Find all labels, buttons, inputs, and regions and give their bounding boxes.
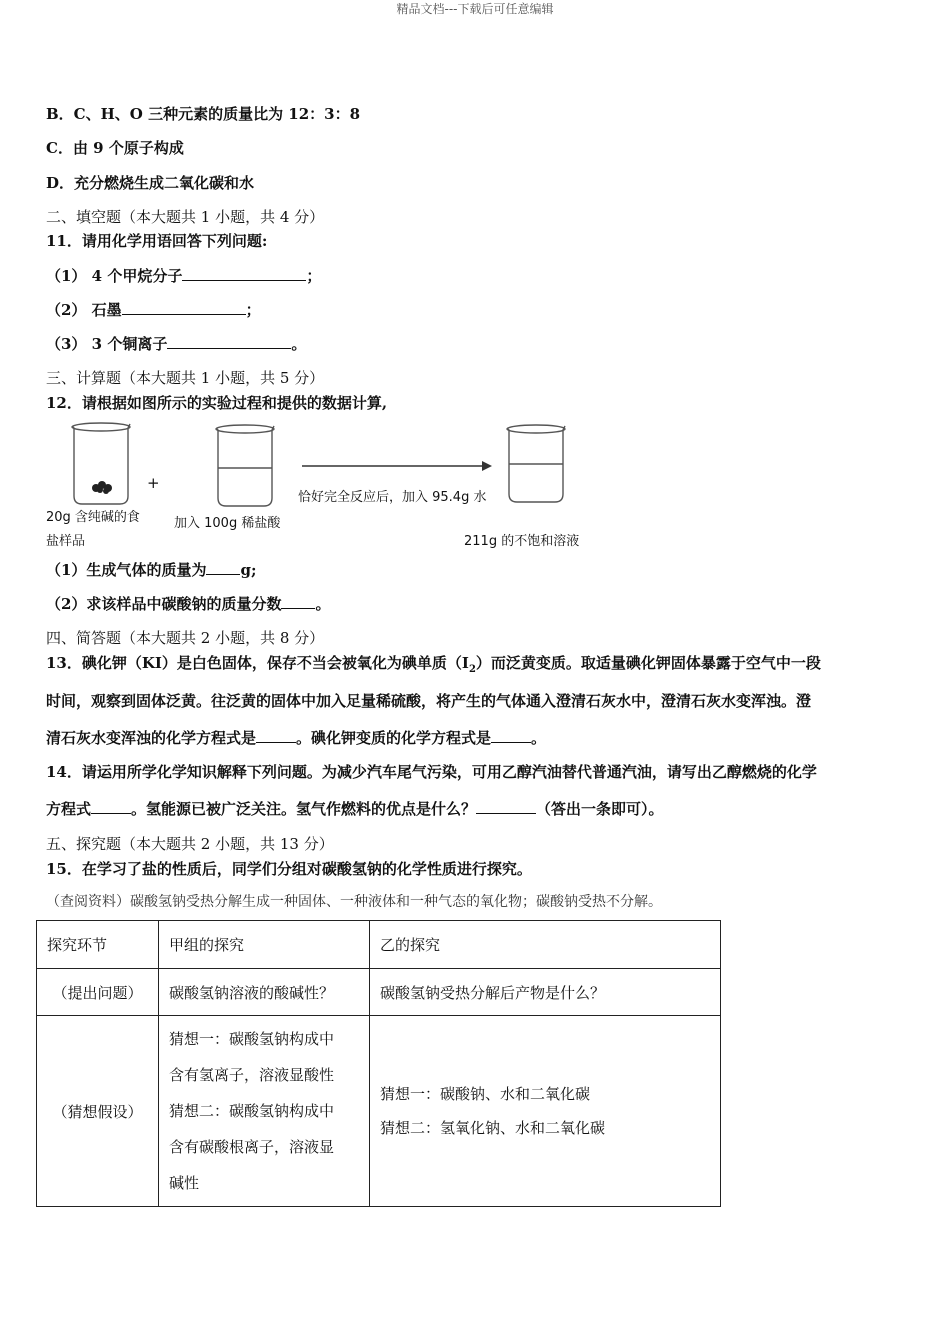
q11-part-2-text: （2） 石墨 xyxy=(46,301,122,319)
sample-solid-icon xyxy=(92,481,112,494)
question-12: 12．请根据如图所示的实验过程和提供的数据计算, xyxy=(46,394,388,412)
hypothesis-line: 碱性 xyxy=(169,1174,200,1192)
q11-part-3-end: 。 xyxy=(291,335,307,353)
question-13-line-3 xyxy=(46,727,546,748)
table-cell xyxy=(370,1016,721,1207)
section-2-title: 二、填空题（本大题共 1 小题，共 4 分） xyxy=(46,208,325,226)
answer-blank[interactable] xyxy=(281,594,315,609)
hypothesis-line: 猜想一：碳酸氢钠构成中 xyxy=(169,1030,335,1048)
table-header-cell: 乙的探究 xyxy=(370,921,721,969)
q14-line-2-b: 。氢能源已被广泛关注。氢气作燃料的优点是什么？ xyxy=(131,800,477,818)
answer-blank[interactable] xyxy=(182,266,306,281)
q13-line-3-a: 清石灰水变浑浊的化学方程式是 xyxy=(46,729,257,747)
section-3-title: 三、计算题（本大题共 1 小题，共 5 分） xyxy=(46,369,325,387)
answer-blank[interactable] xyxy=(476,799,536,814)
q14-line-2-a: 方程式 xyxy=(46,800,92,818)
table-row xyxy=(37,1016,721,1207)
q11-part-1-end: ； xyxy=(306,267,322,285)
table-header-cell: 探究环节 xyxy=(37,921,159,969)
q11-part-1-text: （1） 4 个甲烷分子 xyxy=(46,267,183,285)
option-c: C．由 9 个原子构成 xyxy=(46,139,184,157)
inquiry-table xyxy=(36,920,721,1207)
answer-blank[interactable] xyxy=(167,334,291,349)
q12-part-2 xyxy=(46,593,330,614)
q13-line-3-b: 。碘化钾变质的化学方程式是 xyxy=(296,729,492,747)
section-5-title: 五、探究题（本大题共 2 小题，共 13 分） xyxy=(46,835,334,853)
page-header: 精品文档---下载后可任意编辑 xyxy=(396,2,554,16)
caption-sample-2: 盐样品 xyxy=(46,534,86,549)
q11-part-2 xyxy=(46,299,261,320)
reference-note: （查阅资料）碳酸氢钠受热分解生成一种固体、一种液体和一种气态的氧化物；碳酸钠受热不分解。 xyxy=(46,894,662,910)
table-cell: （猜想假设） xyxy=(37,1016,159,1207)
caption-solution: 211g 的不饱和溶液 xyxy=(464,534,580,549)
answer-blank[interactable] xyxy=(206,560,240,575)
answer-blank[interactable] xyxy=(491,728,531,743)
hypothesis-line: 含有氢离子，溶液显酸性 xyxy=(169,1066,335,1084)
plus-sign: + xyxy=(147,474,160,492)
hypothesis-line: 猜想一：碳酸钠、水和二氧化碳 xyxy=(380,1085,591,1103)
answer-blank[interactable] xyxy=(122,300,246,315)
answer-blank[interactable] xyxy=(91,799,131,814)
beaker-3-icon xyxy=(507,425,565,502)
q11-part-3 xyxy=(46,333,306,354)
experiment-figure xyxy=(40,418,600,558)
q11-part-1 xyxy=(46,265,321,286)
question-13-line-1 xyxy=(46,652,821,675)
caption-sample: 20g 含纯碱的食 xyxy=(46,510,140,525)
q14-line-2-c: （答出一条即可）。 xyxy=(536,800,664,818)
hypothesis-line: 猜想二：碳酸氢钠构成中 xyxy=(169,1102,335,1120)
table-cell: （提出问题） xyxy=(37,969,159,1016)
table-cell xyxy=(159,1016,370,1207)
hypothesis-line: 猜想二：氢氧化钠、水和二氧化碳 xyxy=(380,1119,606,1137)
option-b: B．C、H、O 三种元素的质量比为 12：3：8 xyxy=(46,105,361,123)
q12-part-1 xyxy=(46,559,256,580)
q13-line-3-c: 。 xyxy=(531,729,547,747)
q11-part-2-end: ； xyxy=(245,301,261,319)
q13-line-1-a: 13．碘化钾（KI）是白色固体，保存不当会被氧化为碘单质（I xyxy=(46,654,469,672)
question-14-line-2 xyxy=(46,798,664,819)
table-header-row xyxy=(37,921,721,969)
question-13-line-2: 时间，观察到固体泛黄。往泛黄的固体中加入足量稀硫酸，将产生的气体通入澄清石灰水中，澄清石灰水变浑浊。澄 xyxy=(46,692,812,710)
table-cell: 碳酸氢钠溶液的酸碱性？ xyxy=(159,969,370,1016)
caption-arrow: 恰好完全反应后，加入 95.4g 水 xyxy=(298,490,487,505)
q12-part-1-end: g; xyxy=(240,561,257,579)
q12-part-1-text: （1）生成气体的质量为 xyxy=(46,561,207,579)
table-row xyxy=(37,969,721,1016)
question-11: 11．请用化学用语回答下列问题: xyxy=(46,232,268,250)
q11-part-3-text: （3） 3 个铜离子 xyxy=(46,335,168,353)
caption-acid: 加入 100g 稀盐酸 xyxy=(174,516,281,531)
table-cell: 碳酸氢钠受热分解后产物是什么？ xyxy=(370,969,721,1016)
beaker-2-icon xyxy=(216,425,274,506)
q12-part-2-text: （2）求该样品中碳酸钠的质量分数 xyxy=(46,595,282,613)
table-header-cell: 甲组的探究 xyxy=(159,921,370,969)
section-4-title: 四、简答题（本大题共 2 小题，共 8 分） xyxy=(46,629,325,647)
answer-blank[interactable] xyxy=(256,728,296,743)
hypothesis-line: 含有碳酸根离子，溶液显 xyxy=(169,1138,335,1156)
question-14-line-1: 14．请运用所学化学知识解释下列问题。为减少汽车尾气污染，可用乙醇汽油替代普通汽油，请写出乙醇燃烧的化学 xyxy=(46,763,817,781)
question-15: 15．在学习了盐的性质后，同学们分组对碳酸氢钠的化学性质进行探究。 xyxy=(46,860,532,878)
q13-line-1-b: ）而泛黄变质。取适量碘化钾固体暴露于空气中一段 xyxy=(475,654,821,672)
q13-subscript: 2 xyxy=(468,664,476,675)
arrow-right-icon xyxy=(302,461,492,471)
option-d: D．充分燃烧生成二氧化碳和水 xyxy=(46,174,255,192)
q12-part-2-end: 。 xyxy=(315,595,331,613)
